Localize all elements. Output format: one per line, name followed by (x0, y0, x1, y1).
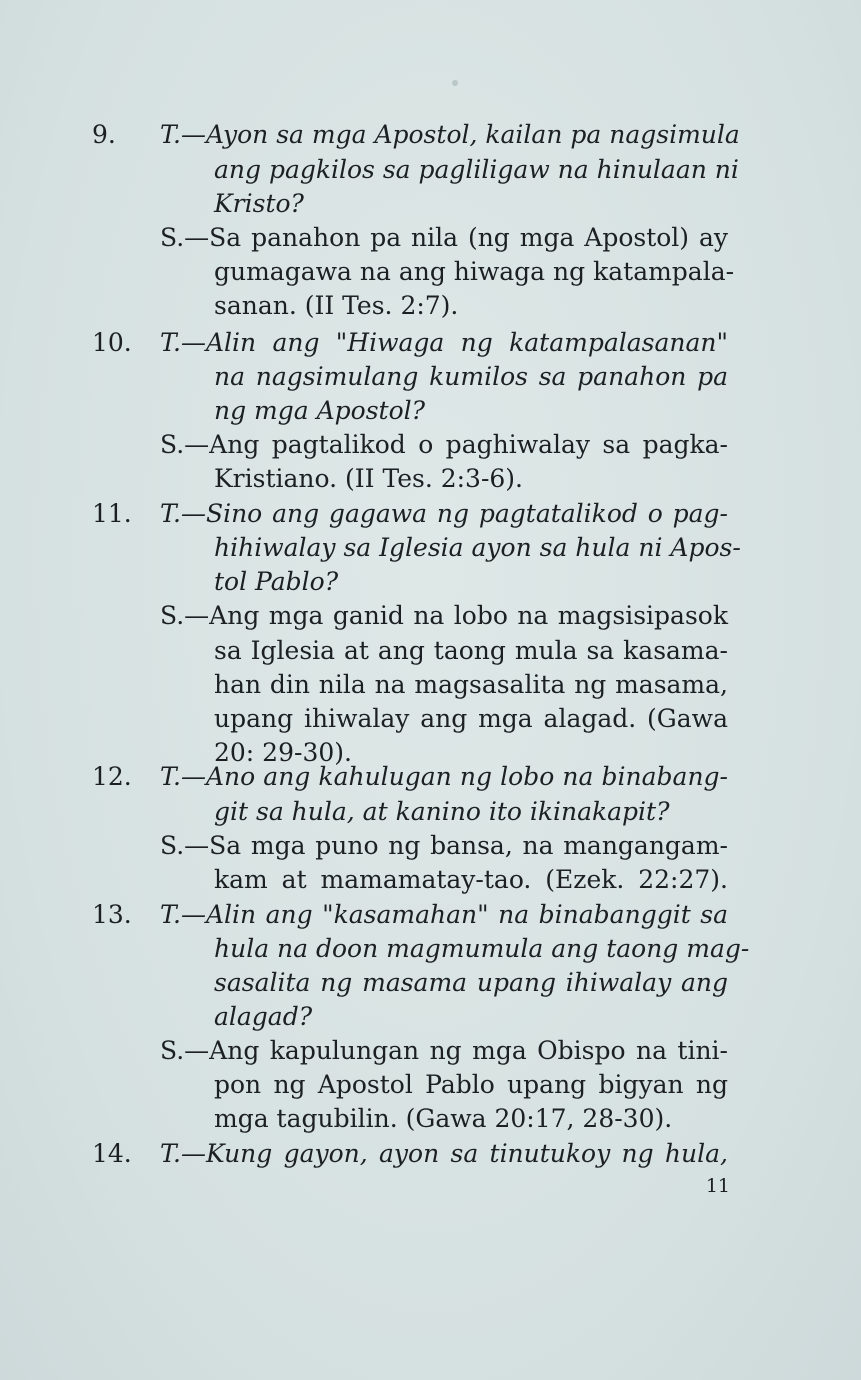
answer-line: Kristiano. (II Tes. 2:3-6). (214, 464, 523, 493)
answer-line: S.—Sa mga puno ng bansa, na mangangam- (160, 831, 728, 860)
answer-line: S.—Sa panahon pa nila (ng mga Apostol) ay (160, 223, 728, 252)
page-number: 11 (705, 1175, 730, 1197)
question-line: tol Pablo? (214, 567, 339, 596)
entry-number: 10. (92, 328, 132, 357)
answer-line: gumagawa na ang hiwaga ng katampala- (214, 257, 735, 286)
answer-line: sanan. (II Tes. 2:7). (214, 291, 459, 320)
entry-number: 12. (92, 762, 132, 791)
question-line: hula na doon magmumula ang taong mag- (214, 934, 750, 963)
entry-number: 11. (92, 499, 132, 528)
answer-line: han din nila na magsasalita ng masama, (214, 670, 728, 699)
answer-line: pon ng Apostol Pablo upang bigyan ng (214, 1070, 728, 1099)
question-line: ng mga Apostol? (214, 396, 426, 425)
question-line: hihiwalay sa Iglesia ayon sa hula ni Apos- (214, 533, 741, 562)
entry-number: 13. (92, 900, 132, 929)
question-line: git sa hula, at kanino ito ikinakapit? (214, 797, 670, 826)
question-line: na nagsimulang kumilos sa panahon pa (214, 362, 728, 391)
paper-speck (452, 80, 458, 86)
question-line: T.—Kung gayon, ayon sa tinutukoy ng hula, (160, 1139, 728, 1168)
answer-line: upang ihiwalay ang mga alagad. (Gawa (214, 704, 728, 733)
entry-number: 9. (92, 120, 116, 149)
question-line: T.—Alin ang "Hiwaga ng katampalasanan" (160, 328, 728, 357)
question-line: Kristo? (214, 189, 304, 218)
question-line: T.—Ayon sa mga Apostol, kailan pa nagsimula (160, 120, 740, 149)
question-line: T.—Ano ang kahulugan ng lobo na binabang- (160, 762, 728, 791)
question-line: sasalita ng masama upang ihiwalay ang (214, 968, 728, 997)
answer-line: 20: 29-30). (214, 738, 352, 767)
answer-line: S.—Ang mga ganid na lobo na magsisipasok (160, 601, 728, 630)
answer-line: mga tagubilin. (Gawa 20:17, 28-30). (214, 1104, 673, 1133)
answer-line: sa Iglesia at ang taong mula sa kasama- (214, 636, 728, 665)
answer-line: S.—Ang kapulungan ng mga Obispo na tini- (160, 1036, 728, 1065)
question-line: T.—Alin ang "kasamahan" na binabanggit sa (160, 900, 728, 929)
answer-line: kam at mamamatay-tao. (Ezek. 22:27). (214, 865, 728, 894)
question-line: alagad? (214, 1002, 313, 1031)
entry-number: 14. (92, 1139, 132, 1168)
question-line: T.—Sino ang gagawa ng pagtatalikod o pag- (160, 499, 728, 528)
question-line: ang pagkilos sa pagliligaw na hinulaan ni (214, 155, 739, 184)
answer-line: S.—Ang pagtalikod o paghiwalay sa pagka- (160, 430, 728, 459)
